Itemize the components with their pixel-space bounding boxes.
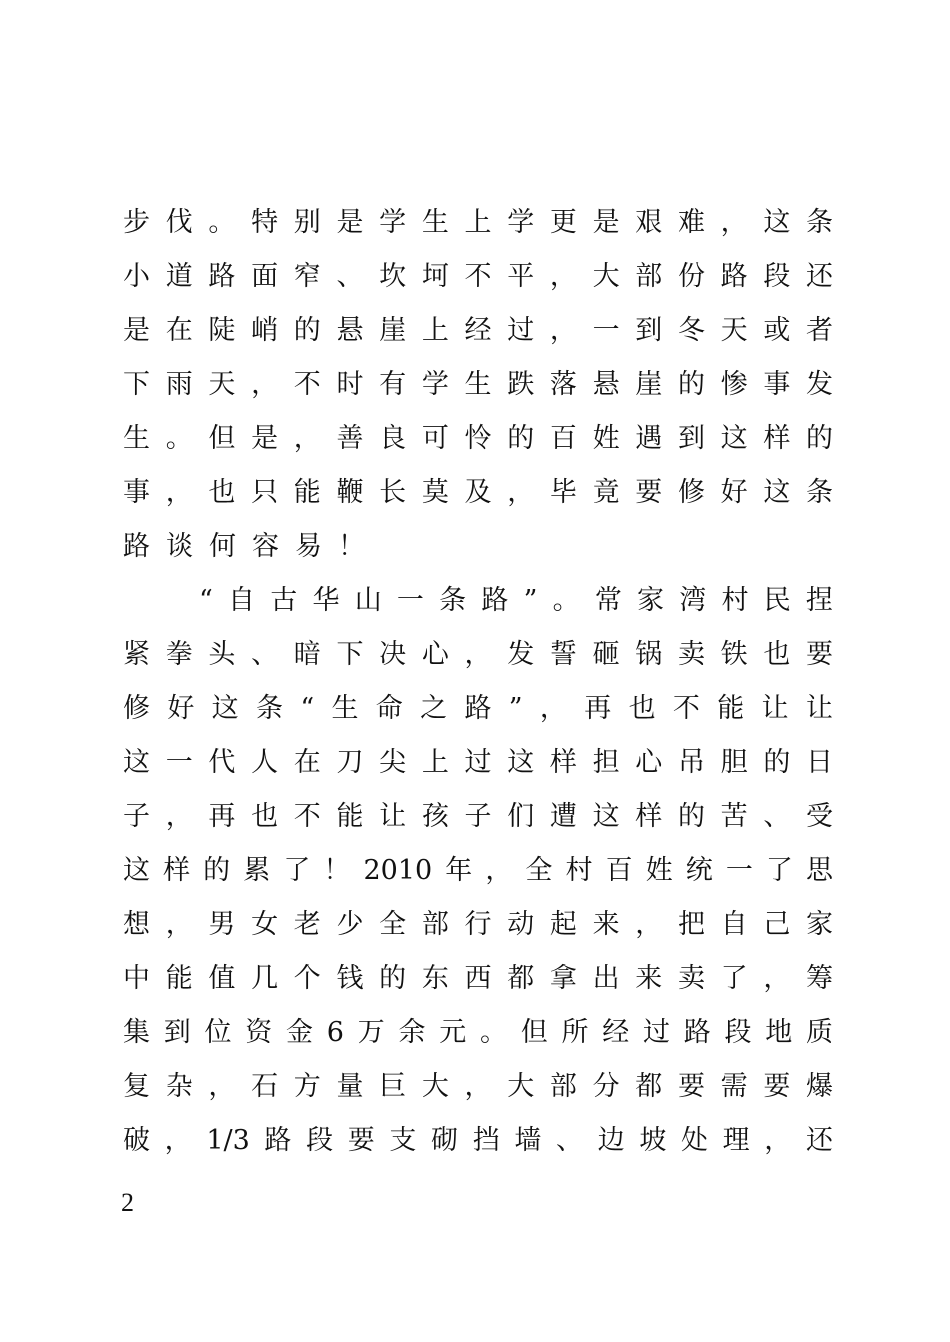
text-line: 生 。 但 是 ， 善 良 可 怜 的 百 姓 遇 到 这 样 的 [123, 423, 833, 454]
text-line: 路 谈 何 容 易 ！ [123, 531, 365, 562]
text-line: 修 好 这 条 “ 生 命 之 路 ” ， 再 也 不 能 让 让 [123, 693, 833, 724]
body-text [123, 196, 833, 1168]
text-line: 中 能 值 几 个 钱 的 东 西 都 拿 出 来 卖 了 ， 筹 [123, 963, 833, 994]
text-line: 事 ， 也 只 能 鞭 长 莫 及 ， 毕 竟 要 修 好 这 条 [123, 477, 833, 508]
text-line: 破 ， 1/3 路 段 要 支 砌 挡 墙 、 边 坡 处 理 ， 还 [123, 1125, 833, 1156]
text-line: 下 雨 天 ， 不 时 有 学 生 跌 落 悬 崖 的 惨 事 发 [123, 369, 833, 400]
text-line: 子 ， 再 也 不 能 让 孩 子 们 遭 这 样 的 苦 、 受 [123, 801, 833, 832]
text-line: 是 在 陡 峭 的 悬 崖 上 经 过 ， 一 到 冬 天 或 者 [123, 315, 833, 346]
text-line: 复 杂 ， 石 方 量 巨 大 ， 大 部 分 都 要 需 要 爆 [123, 1071, 833, 1102]
text-line: 步 伐 。 特 别 是 学 生 上 学 更 是 艰 难 ， 这 条 [123, 207, 833, 238]
text-line: 小 道 路 面 窄 、 坎 坷 不 平 ， 大 部 份 路 段 还 [123, 261, 833, 292]
text-line: 集 到 位 资 金 6 万 余 元 。 但 所 经 过 路 段 地 质 [123, 1017, 833, 1048]
text-line: 这 一 代 人 在 刀 尖 上 过 这 样 担 心 吊 胆 的 日 [123, 747, 833, 778]
text-line: 紧 拳 头 、 暗 下 决 心 ， 发 誓 砸 锅 卖 铁 也 要 [123, 639, 833, 670]
page-number: 2 [121, 1188, 134, 1217]
text-line: 想 ， 男 女 老 少 全 部 行 动 起 来 ， 把 自 己 家 [123, 909, 833, 940]
paragraph-first-line: “ 自 古 华 山 一 条 路 ” 。 常 家 湾 村 民 捏 [199, 585, 833, 616]
text-line: 这 样 的 累 了 ！ 2010 年 ， 全 村 百 姓 统 一 了 思 [123, 855, 833, 886]
